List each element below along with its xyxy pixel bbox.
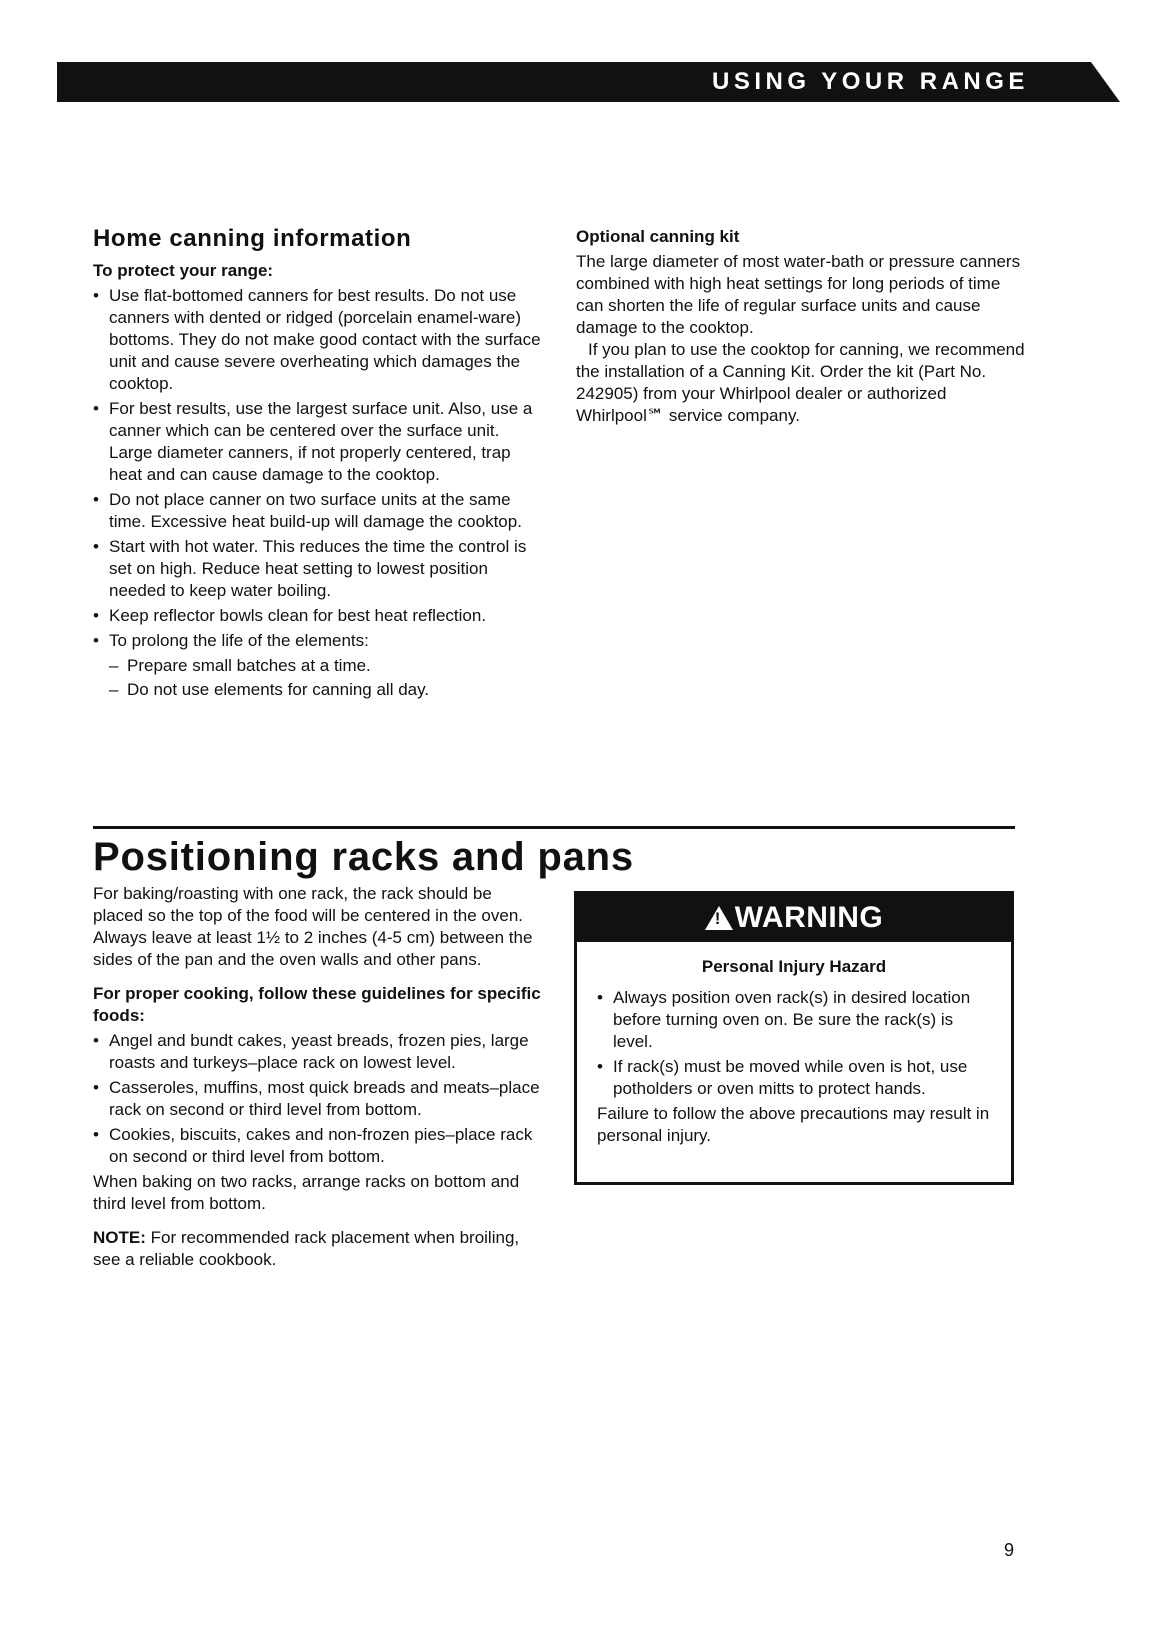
note-label: NOTE: xyxy=(93,1228,146,1247)
warning-triangle-icon xyxy=(705,906,733,930)
two-racks-paragraph: When baking on two racks, arrange racks on bottom and third level from bottom. xyxy=(93,1172,520,1213)
list-item xyxy=(93,398,543,486)
list-item xyxy=(93,536,543,602)
list-item-text: Do not place canner on two surface units at the same time. Excessive heat build-up will damage the cooktop. xyxy=(109,490,522,531)
warning-header xyxy=(577,894,1011,942)
section-divider xyxy=(93,826,1015,829)
list-item xyxy=(93,605,543,627)
racks-list xyxy=(93,1030,543,1168)
canning-section xyxy=(93,224,543,703)
racks-section xyxy=(93,883,543,1271)
dash-icon: – xyxy=(109,680,119,699)
bullet-icon: • xyxy=(93,286,99,305)
list-item xyxy=(93,1124,543,1168)
canning-sublist xyxy=(93,655,543,701)
warning-subhead: Personal Injury Hazard xyxy=(701,957,887,976)
canning-kit-title: Optional canning kit xyxy=(576,227,740,246)
list-item-text: Use flat-bottomed canners for best results. Do not use canners with dented or ridged (porcelain enamel-ware) bottoms. They do not make good contact with the surface unit and cause severe overheating which damages the cooktop. xyxy=(109,286,541,393)
list-item-text: Always position oven rack(s) in desired location before turning oven on. Be sure the rack(s) is level. xyxy=(613,988,971,1051)
warning-body xyxy=(577,942,1011,1147)
warning-list xyxy=(597,987,991,1100)
list-item-text: Keep reflector bowls clean for best heat reflection. xyxy=(109,606,487,625)
list-item-text: To prolong the life of the elements: xyxy=(109,631,369,650)
bullet-icon: • xyxy=(597,988,603,1007)
warning-failure-text: Failure to follow the above precautions may result in personal injury. xyxy=(597,1104,990,1145)
warning-box xyxy=(574,891,1014,1185)
racks-title: Positioning racks and pans xyxy=(93,835,634,879)
canning-title: Home canning information xyxy=(93,225,412,252)
bullet-icon: • xyxy=(93,1031,99,1050)
list-item xyxy=(93,489,543,533)
warning-title: WARNING xyxy=(734,901,884,934)
list-item-text: If rack(s) must be moved while oven is hot, use potholders or oven mitts to protect hands. xyxy=(613,1057,968,1098)
sublist-item-text: Do not use elements for canning all day. xyxy=(127,680,430,699)
list-item xyxy=(93,1077,543,1121)
sublist-item xyxy=(93,679,543,701)
bullet-icon: • xyxy=(93,1078,99,1097)
note-text: For recommended rack placement when broiling, see a reliable cookbook. xyxy=(93,1228,520,1269)
sublist-item xyxy=(93,655,543,677)
racks-intro: For baking/roasting with one rack, the rack should be placed so the top of the food will be centered in the oven. Always leave at least 1½ to 2 inches (4-5 cm) between the sides of the pan and the oven walls and other pans. xyxy=(93,884,533,969)
canning-kit-paragraph: The large diameter of most water-bath or pressure canners combined with high heat settings for long periods of time can shorten the life of regular surface units and cause damage to the cooktop. xyxy=(576,252,1021,337)
list-item xyxy=(93,1030,543,1074)
page-number: 9 xyxy=(1004,1540,1015,1560)
racks-note xyxy=(93,1227,543,1271)
list-item xyxy=(597,987,991,1053)
bullet-icon: • xyxy=(93,1125,99,1144)
bullet-icon: • xyxy=(93,631,99,650)
section-header-title: USING YOUR RANGE xyxy=(712,68,1029,95)
bullet-icon: • xyxy=(597,1057,603,1076)
list-item-text: Cookies, biscuits, cakes and non-frozen pies–place rack on second or third level from bottom. xyxy=(109,1125,533,1166)
bullet-icon: • xyxy=(93,399,99,418)
list-item xyxy=(93,285,543,395)
list-item-text: Angel and bundt cakes, yeast breads, frozen pies, large roasts and turkeys–place rack on lowest level. xyxy=(109,1031,529,1072)
racks-subhead: For proper cooking, follow these guidelines for specific foods: xyxy=(93,984,541,1025)
canning-subhead: To protect your range: xyxy=(93,261,274,280)
list-item xyxy=(597,1056,991,1100)
sublist-item-text: Prepare small batches at a time. xyxy=(127,656,371,675)
bullet-icon: • xyxy=(93,490,99,509)
canning-kit-paragraph-2: If you plan to use the cooktop for canning, we recommend the installation of a Canning Kit. Order the kit (Part No. 242905) from your Whirlpool dealer or authorized Whirlpool℠ service company. xyxy=(576,340,1025,425)
bullet-icon: • xyxy=(93,537,99,556)
dash-icon: – xyxy=(109,656,119,675)
list-item-text: For best results, use the largest surface unit. Also, use a canner which can be centered over the surface unit. Large diameter canners, if not properly centered, trap heat and can cause damage to the cooktop. xyxy=(109,399,533,484)
list-item-text: Casseroles, muffins, most quick breads and meats–place rack on second or third level from bottom. xyxy=(109,1078,540,1119)
canning-list xyxy=(93,285,543,652)
list-item xyxy=(93,630,543,652)
bullet-icon: • xyxy=(93,606,99,625)
canning-kit-section xyxy=(576,226,1026,427)
list-item-text: Start with hot water. This reduces the time the control is set on high. Reduce heat setting to lowest position needed to keep water boiling. xyxy=(109,537,527,600)
